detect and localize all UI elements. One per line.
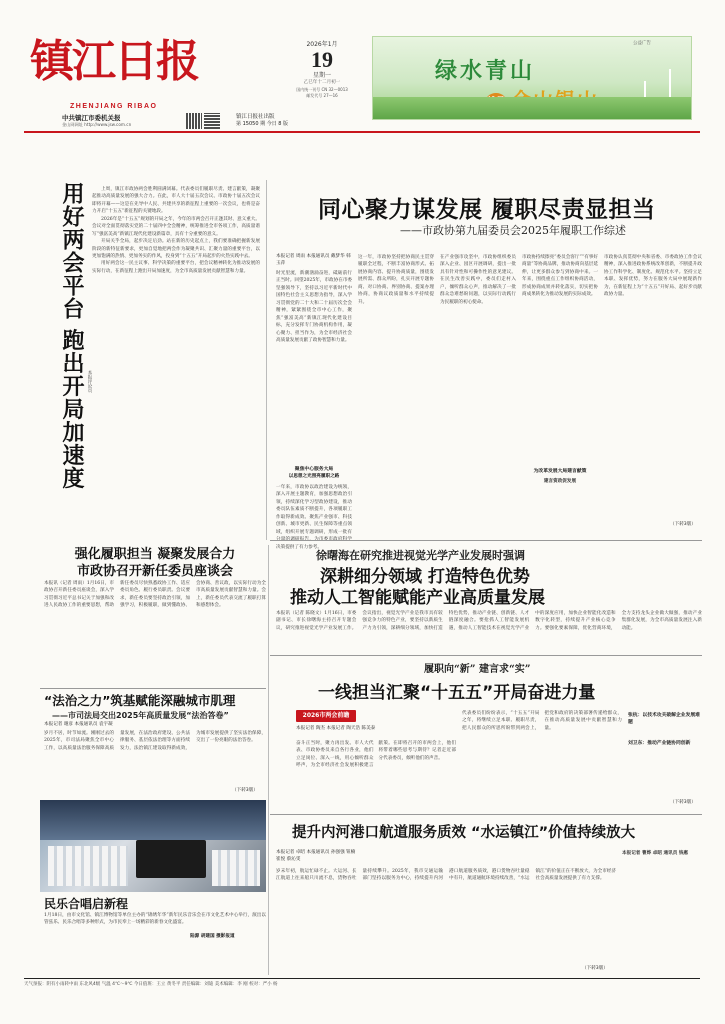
- story4-continue: （下转3版）: [232, 788, 258, 793]
- date-year-month: 2026年1月: [306, 41, 338, 48]
- story4-subtitle: ——市司法局交出2025年高质量发展“法治答卷”: [52, 711, 229, 720]
- story3-title2: 市政协召开新任委员座谈会: [76, 564, 233, 579]
- main-story-col5: 市政协持续擦亮“委员会客厅”“有事好商量”等协商品牌，推动协商向基层延伸，让更多群众参与到协商中来。一年来，围绕重点工作组织协商活动，形成协商成果并转化落实，切实把协商成果转化为推动发展的实际成效。: [522, 255, 598, 298]
- story4-byline: 本报记者 谢彦 本报通讯员 袁宇凝: [44, 722, 113, 727]
- main-story-continue: （下转3版）: [670, 522, 696, 527]
- main-story-col5b: 建言资政促发展: [543, 479, 577, 484]
- ad-label: 公益广告: [633, 41, 651, 46]
- main-story-subtitle: ——市政协第九届委员会2025年履职工作综述: [400, 224, 626, 237]
- story6-byline: 本报记者 卓昭 本报通讯员 孙强强 钮楠 崔悦 蔡沁雯: [276, 850, 356, 862]
- editorial-body: [92, 186, 260, 528]
- editorial-paragraph: 上周，镇江市政协两会胜利圆满闭幕。代表委员们履职尽责、建言献策，凝聚起推动高质量发展的强大合力。在此，市人大十届五次会议、市政协十届五次会议即将开幕——这是在先导中人民、共建共享的新征程上重要的一次会议，也将是奋力开启“十五五”新征程的关键地段。: [92, 187, 260, 215]
- story4-body: 岁月不居，时节如流。刚刚过去的2025年，市司法局聚焦全市中心工作，以高质量法治服务保障高质量发展，在法治政府建设、公共法律服务、基层依法治理等方面持续发力，法治镇江建设取得新成效，为城市发展提供了坚实法治保障，交出了一份亮眼的法治答卷。: [44, 731, 266, 751]
- editorial-paragraph: 开局关乎全局，起步决定后劲。站在新的历史起点上，我们要准确把握新发展阶段的新特征新要求，更加自觉地把两会作为凝聚共识、汇聚力量的重要平台，以更加饱满的热情、更加务实的作风，投身到“十五五”开局起步的火热实践中去。: [92, 239, 260, 259]
- story5-badge: 2026市两会前瞻: [296, 710, 356, 722]
- cn-number: 国内统一刊号 CN 32—0013: [296, 86, 348, 92]
- main-story-col3: 这一年，市政协坚持把协商民主贯穿履职全过程，不断丰富协商形式、拓展协商内容、提升协商质量，围绕发展所需、群众所盼，扎实开展专题协商、对口协商、界别协商、提案办理协商，协商议政质量和水平持续提升。: [358, 255, 434, 305]
- story2-title2: 推动人工智能赋能产业高质量发展: [290, 588, 545, 608]
- ad-line1: 绿水青山: [435, 58, 536, 84]
- photo-story-title: 民乐合唱启新程: [44, 897, 129, 911]
- photo-story-caption: 1月18日，由市文化馆、镇江博物馆等单位主办的“锦绣年华”新年民乐音乐会在市文化艺术中心举行，演出以管弦乐、民乐合唱等多种形式，为市民奉上一场精彩的新春文化盛宴。: [44, 913, 266, 926]
- masthead-organ: 中共镇江市委机关报: [62, 114, 121, 122]
- main-story-subhead: 以思想之光照亮履职之路: [288, 474, 340, 479]
- story6-sidebar: 本报记者 曹烨 卓昭 通讯员 钱惠: [622, 851, 689, 856]
- main-story-byline: 本报记者 周雨 本报通讯员 戴梦华 韩玉萍: [276, 254, 351, 266]
- story5-quote: 刘卫东：推动产业链协同创新: [628, 741, 691, 746]
- editorial-paragraph: 2026年是“十五五”规划的开局之年，今年的市两会召开正逢其时、意义重大。会议对全面贯彻落实党的二十届四中全会精神，统筹推进全市各项工作，高质量谱写“强富美高”新镇江现代化建设新篇章，具有十分重要的意义。: [92, 216, 260, 237]
- story5-body1: 奋斗正当时，聚力再出发。市人大代表、市政协委员来自各行各业，他们立足岗位、深入一线，用心倾听群众呼声，为全市经济社会发展积极建言献策。在即将召开的市两会上，他们将带着哪些思考与期待？记者走近部分代表委员，倾听他们的声音。: [296, 741, 456, 769]
- post-code: 邮发代号 27—16: [306, 92, 338, 98]
- masthead-title: 镇江日报: [30, 36, 198, 87]
- public-service-ad: [372, 36, 692, 120]
- date-weekday: 星期一: [312, 72, 331, 79]
- masthead-website: 金山网网址 http://www.jsw.com.cn: [62, 122, 132, 127]
- story6-continue: （下转3版）: [582, 966, 608, 971]
- editorial-title: 用好两会平台 跑出开局加速度: [59, 182, 84, 490]
- story2-kicker: 徐曙海在研究推进视觉光学产业发展时强调: [316, 549, 525, 562]
- footer: 天气预报：阴有小雨转中雨 东北风4级 气温 4℃～9℃ 今日值班：王立 黄冬平 责任编辑：刘迪 美术编辑：李 刚 校对：严小 杨: [24, 982, 278, 987]
- main-story-col1: 时光里流，新潮汹涌奋进，砥砺前行正当时。回望2025年，市政协在市委坚强领导下，坚持以习近平新时代中国特色社会主义思想为指导，深入学习贯彻党的二十大和二十届历次全会精神，紧紧围绕全市中心工作，聚焦“强富美高”新镇江现代化建设目标，充分发挥专门协商机构作用，凝心聚力、担当作为，为全市经济社会高质量发展贡献了政协智慧和力量。: [276, 271, 353, 343]
- story2-body: 本报讯（记者 陈晓文）1月16日，市委副书记、市长徐曙海主持召开专题会议，研究推进视觉光学产业发展工作。会议指出，视觉光学产业是我市具有较强竞争力的特色产业，要坚持以新质生产力为引领，深耕细分领域，加快打造特色优势，推动产业链、创新链、人才链深度融合。要抢抓人工智能发展机遇，推动人工智能技术在视觉光学产业中的深度应用，加快企业智能化改造和数字化转型，持续提升产业核心竞争力。要强化要素保障，优化营商环境，全力支持龙头企业做大做强，推动产业集群化发展，为全市高质量发展注入新动能。: [276, 611, 702, 631]
- story6-body: 岁末年初，航运忙碌不止。大运河、长江航道上往来船只川流不息，货物吞吐量持续攀升。2025年，我市交通运输部门坚持以服务为中心，持续提升内河港口航道服务质效，港口货物吞吐量稳中有升，航道通航环境持续改善，“水运镇江”的价值正在不断放大，为全市经济社会高质量发展提供了有力支撑。: [276, 869, 616, 882]
- main-story-title: 同心聚力谋发展 履职尽责显担当: [318, 197, 656, 223]
- photo-choir: [40, 800, 266, 892]
- story3-title: 强化履职担当 凝聚发展合力: [74, 547, 236, 562]
- story4-title: “法治之力”筑基赋能深融城市肌理: [44, 693, 236, 708]
- main-story-subhead: 为改革发展大局建言献策: [533, 469, 587, 474]
- main-story-col4: 在产业强市攻坚中，市政协组织委员深入企业、园区开展调研，提出一批具有针对性和可操作性的意见建议。在民生改善实践中，委员们走村入户，倾听群众心声，推动解决了一批群众急难愁盼问题，以实际行动践行为民履职的初心使命。: [440, 255, 516, 305]
- story6-title: 提升内河港口航道服务质效 “水运镇江”价值持续放大: [292, 825, 636, 841]
- masthead-divider: [24, 131, 700, 133]
- story5-body2: 代表委员们纷纷表示，“十五五”开局之年，将继续立足本职、履职尽责，把人民群众的所思所盼带到两会上，把党和政府的决策部署传递给群众，在推动高质量发展中贡献智慧和力量。: [462, 711, 622, 731]
- editorial-tag: 本报评论员: [87, 370, 92, 393]
- photo-story-credit: 陆源 胡建国 摄影报道: [190, 934, 235, 939]
- masthead-pinyin: ZHENJIANG RIBAO: [70, 103, 158, 110]
- main-story-col2: 一年来，市政协以政治建设为统领，深入开展主题教育，加强思想政治引领，持续深化学习型政协建设，推动委员队伍素质不断提升，各项履职工作取得新成效。聚焦产业强市、科技创新、城市更新、民生保障等重点领域，组织开展专题调研，形成一批有分量的调研报告，为市委市政府科学决策提供了有力参考。: [276, 485, 352, 550]
- piano-icon: [136, 840, 206, 878]
- publisher: 镇江日报社出版: [236, 114, 275, 120]
- story5-kicker: 履职向“新” 建言求“实”: [424, 664, 531, 675]
- story3-body: 本报讯（记者 周雨）1月16日，市政协召开新任委员座谈会，深入学习贯彻习近平总书记关于加强和改进人民政协工作的重要思想，帮助新任委员尽快熟悉政协工作、适应委员角色、履行委员职责。会议要求，新任委员要坚持政治引领，加强学习，积极履职，做到懂政协、会协商、善议政，以实际行动为全市高质量发展贡献智慧和力量。会上，新任委员代表交流了履职打算和感想体会。: [44, 581, 266, 609]
- qr-code-icon: [186, 113, 202, 129]
- date-lunar: 乙巳年十二月初一: [303, 80, 341, 85]
- story5-quote: 张杭：以技术攻关破解企业发展难题: [628, 713, 700, 726]
- masthead: [0, 0, 725, 128]
- qr-code-icon: [204, 113, 220, 129]
- story5-title: 一线担当汇聚“十五五”开局奋进力量: [318, 683, 596, 703]
- date-day: 19: [311, 47, 333, 72]
- main-story-col6: 市政协认真贯彻中央和省委、市委政协工作会议精神，深入推进政协系统改革创新，不断提升政协工作科学化、制度化、规范化水平。坚持立足本职、发挥优势，努力在服务大局中展现新作为，在新征程上为“十五五”开好局、起好步贡献政协力量。: [604, 255, 702, 298]
- issue-number: 第 15050 期: [236, 121, 266, 127]
- story5-continue: （下转3版）: [670, 800, 696, 805]
- page-count: 今日 8 版: [266, 121, 289, 127]
- date-box: [282, 40, 362, 106]
- editorial-paragraph: 用好两会这一民主议事、科学决策的重要平台，把会议精神转化为推动发展的实际行动，在新征程上跑出开局加速度，为全市高质量发展贡献智慧和力量。: [92, 261, 260, 274]
- main-story-subhead: 聚焦中心服务大局: [294, 467, 334, 472]
- story5-byline: 本报记者 陶杰 本报记者 陶天浩 陈美泰: [296, 726, 376, 731]
- story2-title1: 深耕细分领域 打造特色优势: [320, 567, 530, 587]
